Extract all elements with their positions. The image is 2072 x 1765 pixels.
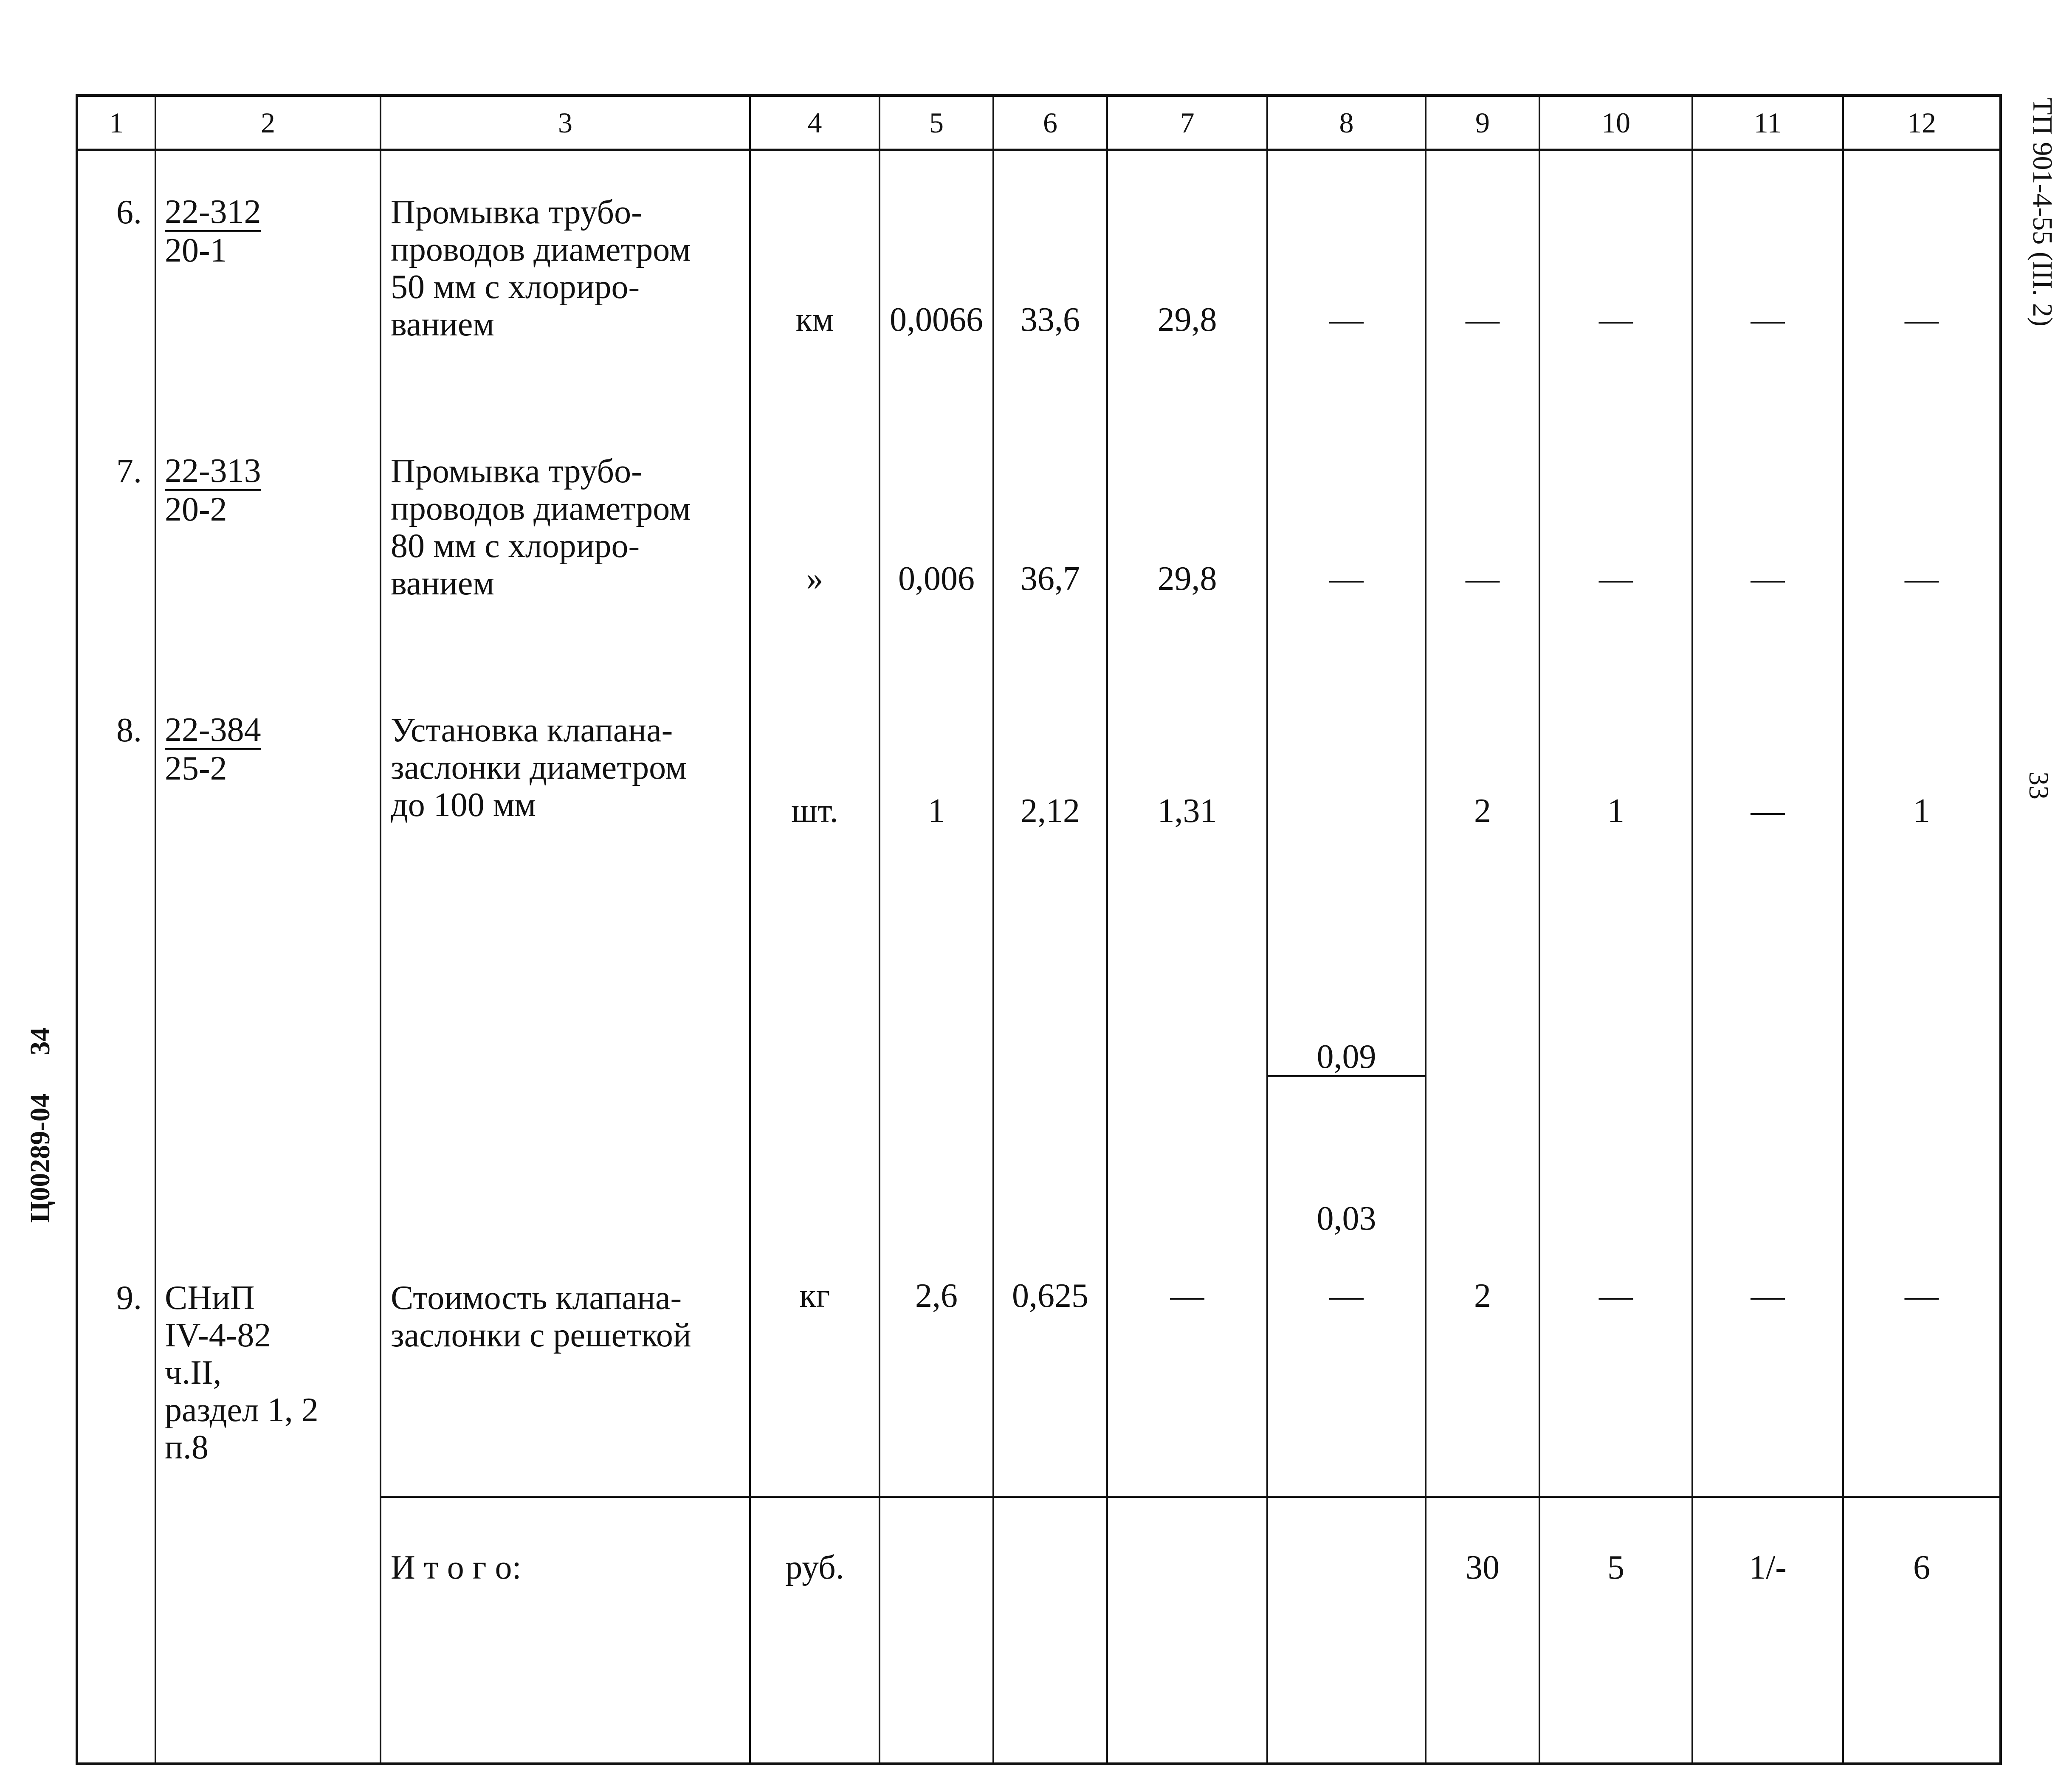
cell-9: — [1426,150,1539,410]
cell-6: 36,7 [993,410,1107,669]
total-cell-9: 30 [1426,1497,1539,1764]
norm-code [155,410,381,669]
row-number: 6. [77,150,155,410]
unit-cell: км [750,150,880,410]
table-row [77,669,2001,1237]
cell-7: 29,8 [1107,410,1267,669]
table-row [77,1237,2001,1497]
cell-12: — [1843,150,2001,410]
archive-code: Ц00289-04 [25,1093,56,1223]
cell-11: — [1692,410,1843,669]
cell-7: 29,8 [1107,150,1267,410]
code-fraction: $\frac{22-313}{20-2}$ [165,452,261,528]
norm-code [155,669,381,1237]
col-header-10: 10 [1539,96,1692,150]
cell-6: 2,12 [993,669,1107,1237]
col-header-11: 11 [1692,96,1843,150]
col-header-5: 5 [880,96,993,150]
table-row [77,150,2001,410]
row-number: 7. [77,410,155,669]
cell-9: — [1426,410,1539,669]
cell-12: 1 [1843,669,2001,1237]
col-header-8: 8 [1267,96,1426,150]
cell-5: 1 [880,669,993,1237]
total-cell-8 [1267,1497,1426,1764]
total-label: И т о г о: [381,1497,750,1764]
estimate-table [76,94,2002,1765]
cell-8: — [1267,150,1426,410]
work-description: Промывка трубо- проводов диаметром 80 мм с хлориро- ванием [381,410,750,669]
row-number: 9. [77,1237,155,1764]
row-number: 8. [77,669,155,1237]
cell-7: — [1107,1237,1267,1497]
cell-11: — [1692,1237,1843,1497]
norm-code: СНиП IV-4-82 ч.II, раздел 1, 2 п.8 [155,1237,381,1764]
col-header-3: 3 [381,96,750,150]
col-header-12: 12 [1843,96,2001,150]
total-unit: руб. [750,1497,880,1764]
cell-12: — [1843,410,2001,669]
table-row [77,410,2001,669]
document-code-margin: ТП 901-4-55 (III. 2) [2027,98,2058,327]
total-cell-10: 5 [1539,1497,1692,1764]
cell-10: — [1539,150,1692,410]
cell-5: 0,0066 [880,150,993,410]
code-fraction: $\frac{22-312}{20-1}$ [165,193,261,269]
col-header-9: 9 [1426,96,1539,150]
cell-11: — [1692,669,1843,1237]
norm-code [155,150,381,410]
cell-9: 2 [1426,669,1539,1237]
unit-cell: шт. [750,669,880,1237]
cell-8 [1267,669,1426,1237]
total-cell-7 [1107,1497,1267,1764]
work-description: Стоимость клапана- заслонки с решеткой [381,1237,750,1497]
total-cell-11: 1/- [1692,1497,1843,1764]
page-number-left: 34 [25,1027,56,1056]
cell-8: — [1267,1237,1426,1497]
work-description: Установка клапана- заслонки диаметром до 100 мм [381,669,750,1237]
cell-8: — [1267,410,1426,669]
col-header-4: 4 [750,96,880,150]
cell-6: 33,6 [993,150,1107,410]
header-row [77,96,2001,150]
code-fraction: $\frac{22-384}{25-2}$ [165,711,261,787]
cell-7: 1,31 [1107,669,1267,1237]
left-margin-label [23,1011,57,1223]
total-cell-6 [993,1497,1107,1764]
cell-10: 1 [1539,669,1692,1237]
unit-cell: » [750,410,880,669]
cell-10: — [1539,410,1692,669]
col-header-2: 2 [155,96,381,150]
cell-5: 0,006 [880,410,993,669]
cell-9: 2 [1426,1237,1539,1497]
unit-cell: кг [750,1237,880,1497]
value-fraction: 0,09 0,03 [1268,792,1425,1237]
cell-12: — [1843,1237,2001,1497]
cell-6: 0,625 [993,1237,1107,1497]
total-cell-12: 6 [1843,1497,2001,1764]
work-description: Промывка трубо- проводов диаметром 50 мм с хлориро- ванием [381,150,750,410]
col-header-1: 1 [77,96,155,150]
page-number-right: 33 [2023,771,2054,799]
col-header-7: 7 [1107,96,1267,150]
cell-11: — [1692,150,1843,410]
cell-10: — [1539,1237,1692,1497]
total-cell-5 [880,1497,993,1764]
cell-5: 2,6 [880,1237,993,1497]
col-header-6: 6 [993,96,1107,150]
